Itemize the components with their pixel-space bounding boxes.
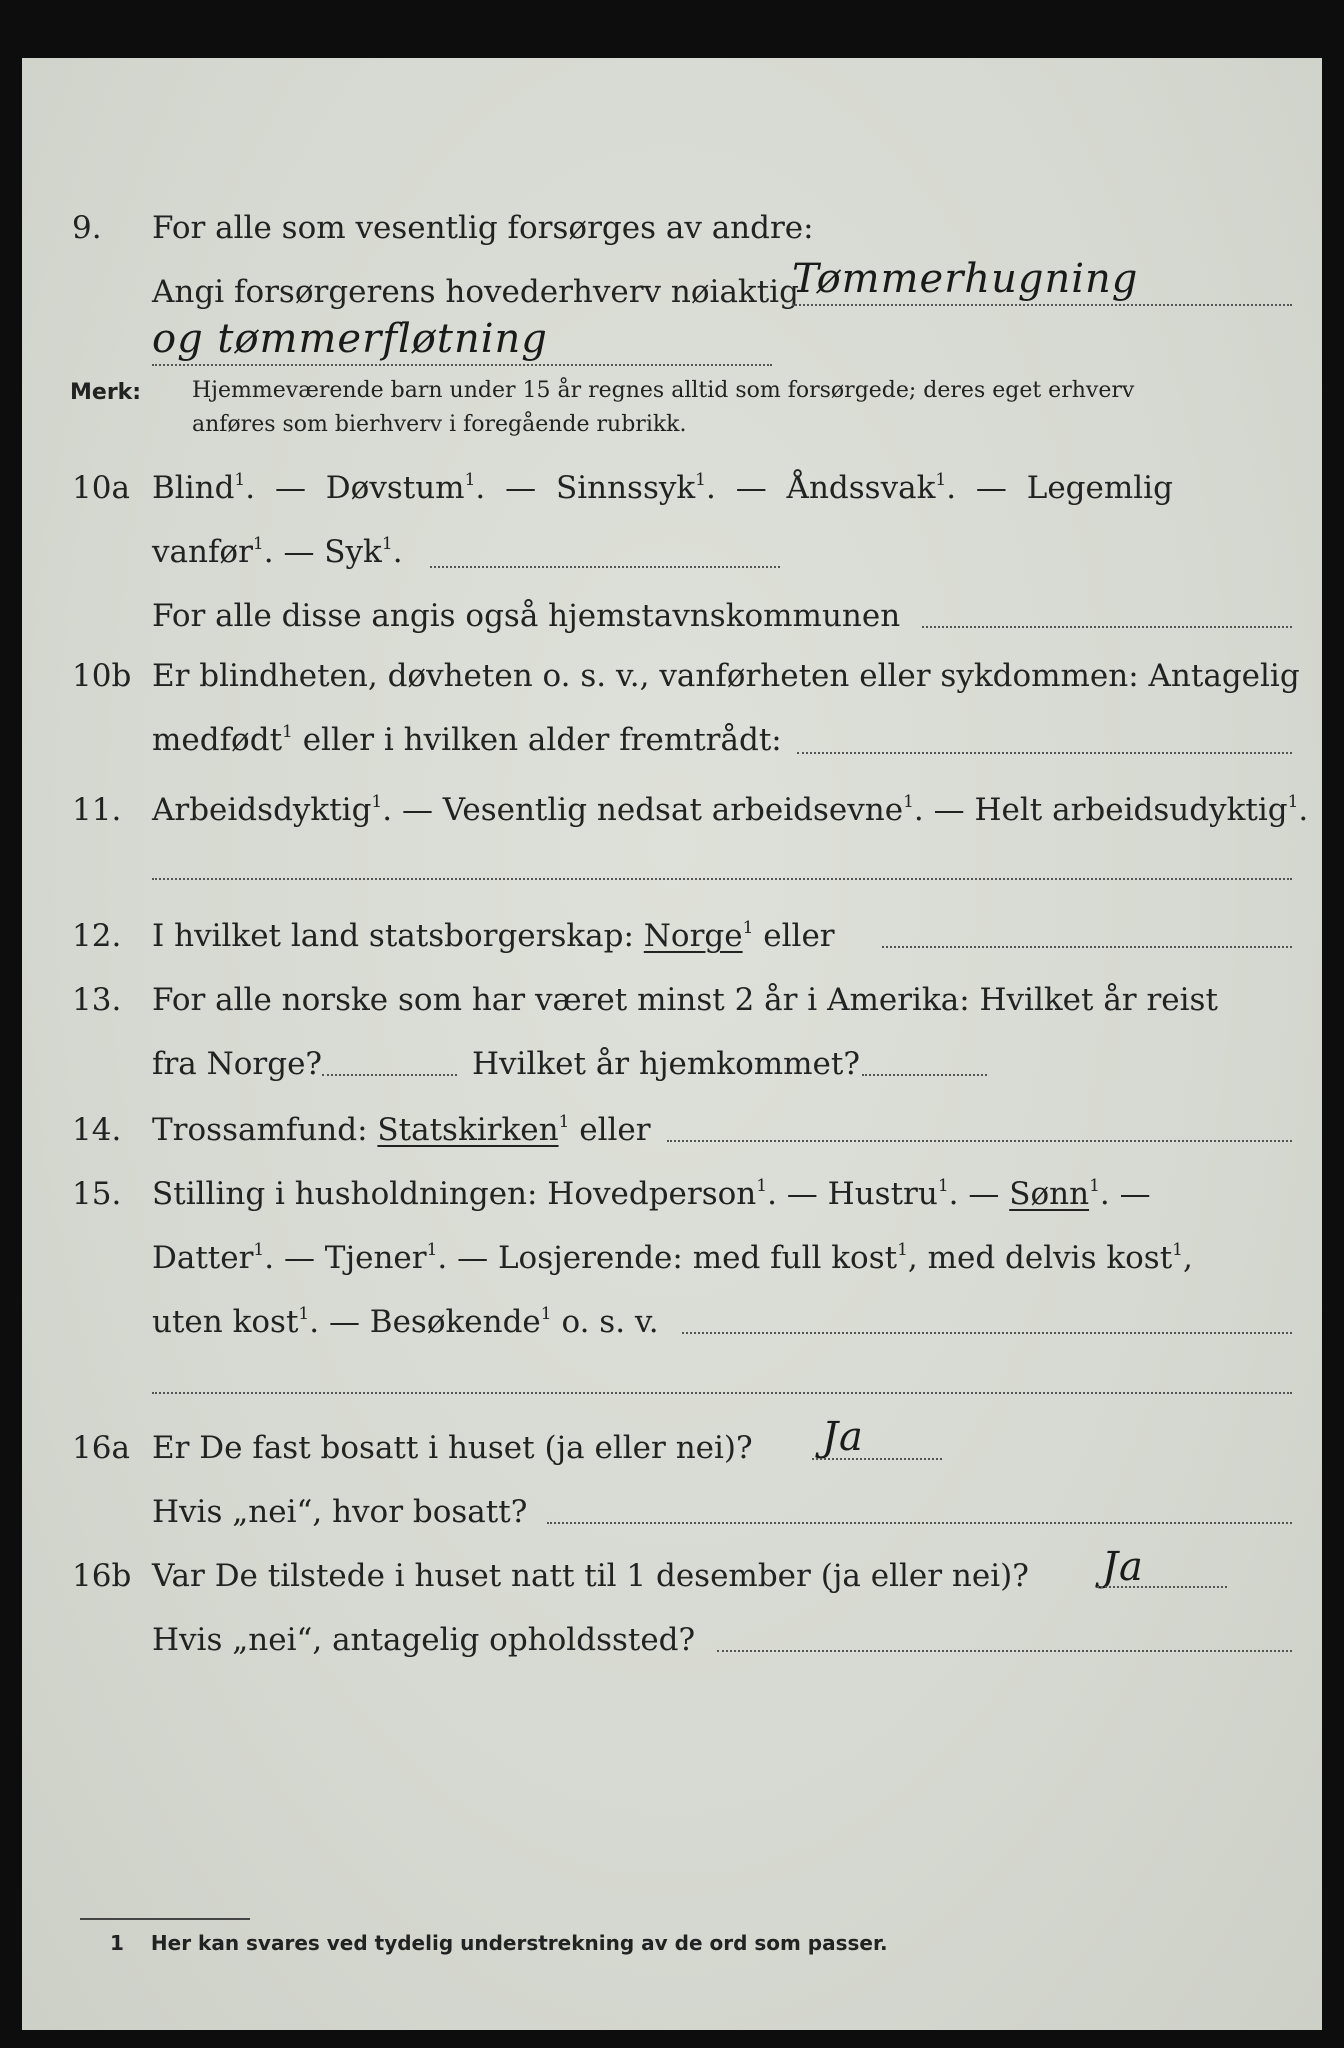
q9-text2: Angi forsørgerens hovederhverv nøiaktig xyxy=(152,274,799,310)
q16a-line2 xyxy=(22,1490,1322,1534)
q15-line1 xyxy=(22,1172,1322,1216)
q15-sonn-underlined: Sønn xyxy=(1009,1176,1090,1212)
q13-line1 xyxy=(22,978,1322,1022)
q16a-number: 16a xyxy=(72,1430,130,1466)
q13-fill-line-1 xyxy=(322,1074,457,1076)
q15-fill-line-1 xyxy=(682,1332,1292,1334)
q11-text: Arbeidsdyktig$^1$. — Vesentlig nedsat arbeidsevne$^1$. — Helt arbeidsudyktig$^1$. xyxy=(152,792,1309,828)
q16b-fill-line-2 xyxy=(717,1650,1292,1652)
q16b-text1: Var De tilstede i huset natt til 1 desember (ja eller nei)? xyxy=(152,1558,1029,1594)
q16b-text2: Hvis „nei“, antagelig opholdssted? xyxy=(152,1622,696,1658)
q14-statskirken-underlined: Statskirken xyxy=(377,1112,559,1148)
footnote-rule xyxy=(80,1918,250,1920)
q13-fill-line-2 xyxy=(862,1074,987,1076)
q13-text1: For alle norske som har været minst 2 år i Amerika: Hvilket år reist xyxy=(152,982,1218,1018)
q10a-text3: For alle disse angis også hjemstavnskommunen xyxy=(152,598,901,634)
q11-fill-line xyxy=(152,878,1292,880)
q14-text: Trossamfund: Statskirken$^1$ eller xyxy=(152,1112,651,1148)
q10b-fill-line xyxy=(797,752,1292,754)
q10a-text1: Blind$^1$. — Døvstum$^1$. — Sinnssyk$^1$. — Åndssvak$^1$. — Legemlig xyxy=(152,470,1173,506)
merk-label: Merk: xyxy=(70,380,142,405)
q16a-text1: Er De fast bosatt i huset (ja eller nei)? xyxy=(152,1430,753,1466)
q10b-number: 10b xyxy=(72,658,132,694)
q10a-line1 xyxy=(22,466,1322,510)
q14-number: 14. xyxy=(72,1112,122,1148)
q10a-text2: vanfør$^1$. — Syk$^1$. xyxy=(152,534,403,570)
q15-text3: uten kost$^1$. — Besøkende$^1$ o. s. v. xyxy=(152,1304,659,1340)
q10b-line2 xyxy=(22,718,1322,762)
q10b-text1: Er blindheten, døvheten o. s. v., vanførheten eller sykdommen: Antagelig xyxy=(152,658,1300,694)
q15-line2 xyxy=(22,1236,1322,1280)
q15-text2: Datter$^1$. — Tjener$^1$. — Losjerende: med full kost$^1$, med delvis kost$^1$, xyxy=(152,1240,1193,1276)
footnote-text: Her kan svares ved tydelig understrekning av de ord som passer. xyxy=(150,1931,888,1955)
q9-line1 xyxy=(22,206,1322,250)
q16a-fill-line-2 xyxy=(547,1522,1292,1524)
q13-text2b: Hvilket år hjemkommet? xyxy=(472,1046,860,1082)
q12-text: I hvilket land statsborgerskap: Norge$^1$ eller xyxy=(152,918,835,954)
q15-text1: Stilling i husholdningen: Hovedperson$^1$. — Hustru$^1$. — Sønn$^1$. — xyxy=(152,1176,1151,1212)
q9-fill-line-1 xyxy=(792,304,1292,306)
q14-fill-line xyxy=(667,1140,1292,1142)
q13-number: 13. xyxy=(72,982,122,1018)
q14-line xyxy=(22,1108,1322,1152)
footnote-mark: 1 xyxy=(110,1931,124,1955)
q13-text2a: fra Norge? xyxy=(152,1046,323,1082)
q10a-fill-line-2 xyxy=(922,626,1292,628)
q10b-line1 xyxy=(22,654,1322,698)
footnote xyxy=(110,1931,888,1955)
q12-norge-underlined: Norge xyxy=(643,918,743,954)
q9-fill-line-2 xyxy=(152,364,772,366)
q16b-fill-line-1 xyxy=(1097,1586,1227,1588)
q9-answer-2: og tømmerfløtning xyxy=(152,316,548,362)
q16a-line1 xyxy=(22,1426,1322,1470)
q12-line xyxy=(22,914,1322,958)
q9-text1: For alle som vesentlig forsørges av andre: xyxy=(152,210,814,246)
q10b-text2: medfødt$^1$ eller i hvilken alder fremtrådt: xyxy=(152,722,782,758)
q9-number: 9. xyxy=(72,210,102,246)
q11-line xyxy=(22,788,1322,832)
q11-number: 11. xyxy=(72,792,122,828)
q13-line2 xyxy=(22,1042,1322,1086)
q10a-number: 10a xyxy=(72,470,130,506)
q16b-line2 xyxy=(22,1618,1322,1662)
q9-answer-1: Tømmerhugning xyxy=(792,256,1139,302)
merk-text1: Hjemmeværende barn under 15 år regnes alltid som forsørgede; deres eget erhverv xyxy=(192,378,1135,403)
census-form-page xyxy=(22,58,1322,2030)
q16a-text2: Hvis „nei“, hvor bosatt? xyxy=(152,1494,528,1530)
q16b-number: 16b xyxy=(72,1558,132,1594)
q15-fill-line-2 xyxy=(152,1392,1292,1394)
q16b-answer: Ja xyxy=(1102,1544,1144,1590)
q12-number: 12. xyxy=(72,918,122,954)
q16a-answer: Ja xyxy=(822,1414,864,1460)
q10a-line3 xyxy=(22,594,1322,638)
q15-line3 xyxy=(22,1300,1322,1344)
q16a-fill-line-1 xyxy=(812,1458,942,1460)
q12-fill-line xyxy=(882,946,1292,948)
q15-number: 15. xyxy=(72,1176,122,1212)
merk-text2: anføres som bierhverv i foregående rubrikk. xyxy=(192,412,687,437)
q10a-fill-line-1 xyxy=(430,566,780,568)
